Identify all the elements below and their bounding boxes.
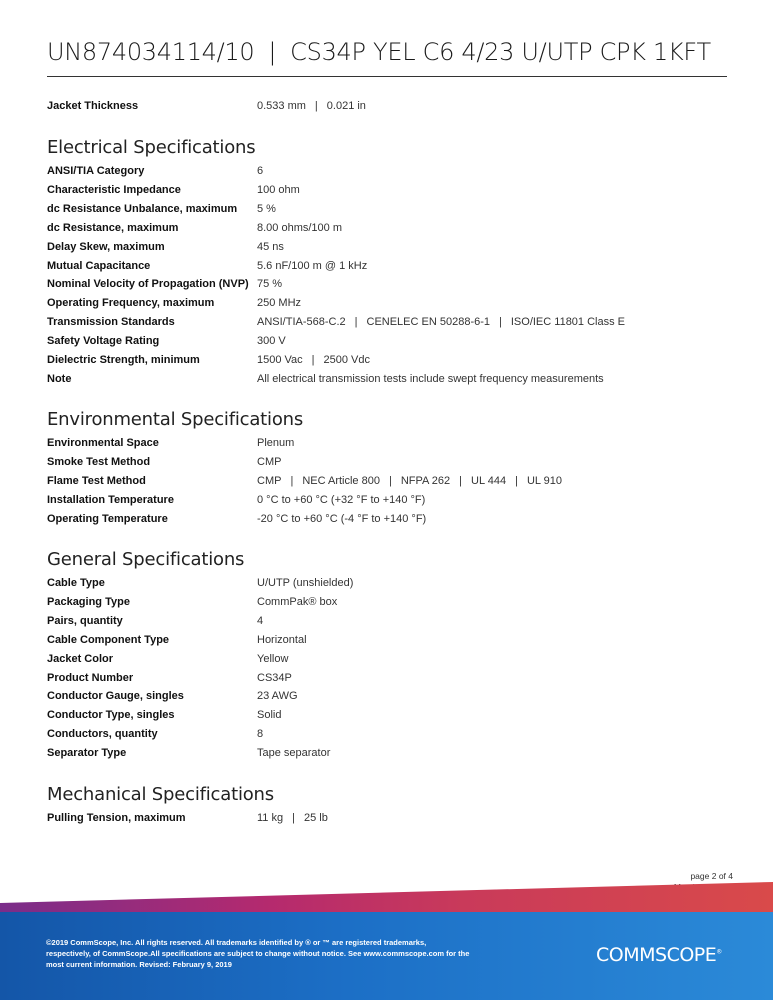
spec-label: Separator Type bbox=[47, 747, 127, 760]
spec-value: 23 AWG bbox=[257, 690, 298, 703]
spec-value: 6 bbox=[257, 165, 264, 177]
spec-label: ANSI/TIA Category bbox=[47, 165, 145, 177]
spec-value: CommPak® box bbox=[257, 595, 338, 608]
page-number: page 2 of 4 bbox=[690, 871, 733, 881]
spec-label: Conductors, quantity bbox=[47, 728, 158, 741]
spec-value: 4 bbox=[257, 614, 264, 627]
spec-label: Safety Voltage Rating bbox=[47, 335, 160, 348]
spec-value: 75 % bbox=[257, 278, 283, 291]
product-description: CS34P YEL C6 4/23 U/UTP CPK 1KFT bbox=[290, 38, 711, 66]
spec-label: Packaging Type bbox=[47, 595, 130, 608]
environmental-section-title: Environmental Specifications bbox=[47, 409, 304, 430]
header-rule bbox=[47, 76, 727, 77]
spec-label: Dielectric Strength, minimum bbox=[47, 354, 200, 366]
spec-label: Product Number bbox=[47, 671, 134, 684]
spec-value: CMP bbox=[257, 455, 282, 468]
spec-label: Operating Temperature bbox=[47, 512, 168, 525]
spec-value: U/UTP (unshielded) bbox=[257, 577, 354, 589]
spec-value: 100 ohm bbox=[257, 183, 300, 196]
spec-label: Conductor Type, singles bbox=[47, 709, 175, 722]
part-number: UN874034114/10 bbox=[47, 38, 255, 66]
electrical-section-title: Electrical Specifications bbox=[47, 137, 256, 158]
spec-value: 11 kg | 25 lb bbox=[257, 812, 328, 824]
spec-value: ANSI/TIA-568-C.2 | CENELEC EN 50288-6-1 | ISO/IEC 11801 Class E bbox=[257, 316, 625, 329]
spec-label: Cable Type bbox=[47, 577, 105, 589]
spec-label: Note bbox=[47, 372, 72, 385]
spec-label: Environmental Space bbox=[47, 437, 159, 449]
spec-value: All electrical transmission tests include swept frequency measurements bbox=[257, 372, 604, 385]
spec-label: Pairs, quantity bbox=[47, 614, 123, 627]
spec-value: 300 V bbox=[257, 335, 286, 348]
spec-value: -20 °C to +60 °C (-4 °F to +140 °F) bbox=[257, 512, 427, 525]
spec-label: Jacket Thickness bbox=[47, 100, 139, 112]
footer-legal-text bbox=[46, 937, 516, 970]
spec-value: 5 % bbox=[257, 202, 276, 215]
spec-value: Tape separator bbox=[257, 747, 331, 760]
spec-label: Mutual Capacitance bbox=[47, 259, 151, 272]
spec-value: 8.00 ohms/100 m bbox=[257, 221, 342, 234]
spec-value: 45 ns bbox=[257, 240, 284, 253]
footer-line: most current information. Revised: February 9, 2019 bbox=[46, 960, 232, 969]
spec-value: CMP | NEC Article 800 | NFPA 262 | UL 444 | UL 910 bbox=[257, 474, 562, 487]
commscope-logo: COMMSCOPE® bbox=[596, 944, 722, 966]
spec-label: Installation Temperature bbox=[47, 493, 174, 506]
spec-label: dc Resistance Unbalance, maximum bbox=[47, 202, 238, 215]
spec-label: dc Resistance, maximum bbox=[47, 221, 179, 234]
footer-line: ©2019 CommScope, Inc. All rights reserved. All trademarks identified by ® or ™ are registered trademarks, bbox=[46, 938, 427, 947]
spec-value: 0.533 mm | 0.021 in bbox=[257, 100, 366, 112]
spec-label: Conductor Gauge, singles bbox=[47, 690, 184, 703]
title-separator: | bbox=[268, 38, 277, 66]
spec-value: Yellow bbox=[257, 652, 289, 665]
spec-value: Horizontal bbox=[257, 633, 307, 646]
spec-label: Smoke Test Method bbox=[47, 455, 151, 468]
spec-value: CS34P bbox=[257, 671, 292, 684]
spec-label: Cable Component Type bbox=[47, 633, 170, 646]
spec-value: 250 MHz bbox=[257, 297, 302, 310]
spec-label: Nominal Velocity of Propagation (NVP) bbox=[47, 278, 249, 291]
spec-label: Transmission Standards bbox=[47, 316, 175, 329]
document-title bbox=[47, 38, 727, 66]
spec-label: Delay Skew, maximum bbox=[47, 240, 165, 253]
spec-value: 8 bbox=[257, 728, 264, 741]
footer-accent-stripe bbox=[0, 882, 773, 912]
spec-label: Flame Test Method bbox=[47, 474, 146, 487]
spec-value: 1500 Vac | 2500 Vdc bbox=[257, 354, 371, 366]
footer-line: respectively, of CommScope.All specifications are subject to change without notice. See www.commscope.com for the bbox=[46, 949, 470, 958]
spec-value: 5.6 nF/100 m @ 1 kHz bbox=[257, 259, 368, 272]
spec-value: 0 °C to +60 °C (+32 °F to +140 °F) bbox=[257, 493, 426, 506]
spec-label: Pulling Tension, maximum bbox=[47, 812, 186, 824]
general-section-title: General Specifications bbox=[47, 549, 245, 570]
spec-value: Solid bbox=[257, 709, 282, 722]
spec-label: Jacket Color bbox=[47, 652, 114, 665]
spec-value: Plenum bbox=[257, 437, 295, 449]
spec-label: Characteristic Impedance bbox=[47, 183, 181, 196]
mechanical-section-title: Mechanical Specifications bbox=[47, 784, 274, 805]
spec-label: Operating Frequency, maximum bbox=[47, 297, 215, 310]
